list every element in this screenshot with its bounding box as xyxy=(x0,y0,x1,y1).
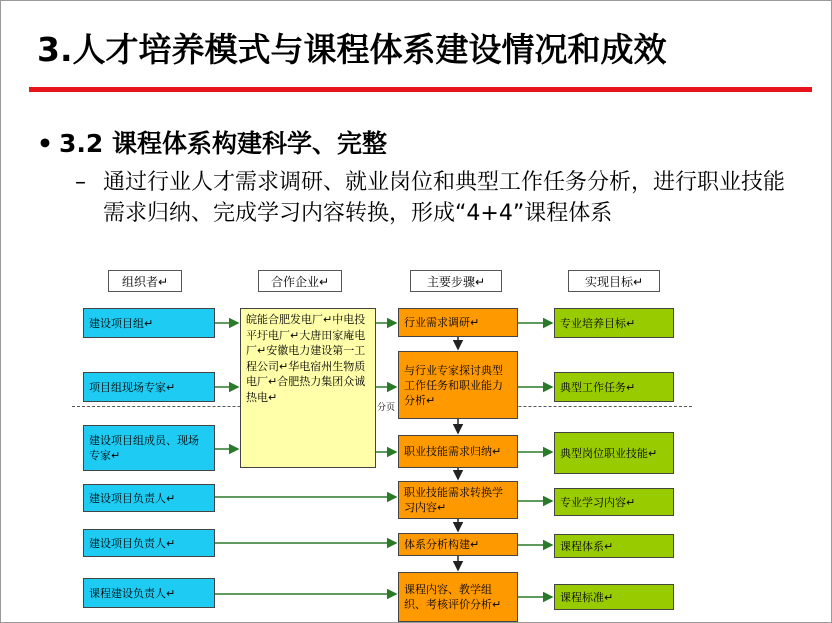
sub-bullet-dash: – xyxy=(75,170,86,195)
step-box xyxy=(398,533,518,556)
organizer-box xyxy=(83,308,215,338)
column-header-steps: 主要步骤↵ xyxy=(410,270,502,292)
goal-box xyxy=(554,372,674,402)
step-label: 职业技能需求转换学习内容↵ xyxy=(404,486,503,514)
organizer-box xyxy=(83,578,215,608)
bullet-dot: • xyxy=(37,129,53,158)
title-underline xyxy=(29,87,812,92)
goal-label: 课程体系↵ xyxy=(560,539,614,553)
step-box xyxy=(398,481,518,519)
step-box xyxy=(398,435,518,468)
column-header-goals: 实现目标↵ xyxy=(568,270,660,292)
column-header-organizer: 组织者↵ xyxy=(108,270,182,292)
step-box xyxy=(398,351,518,419)
goal-label: 典型岗位职业技能↵ xyxy=(560,446,658,460)
step-box xyxy=(398,308,518,337)
goal-label: 典型工作任务↵ xyxy=(560,380,636,394)
goal-box xyxy=(554,488,674,516)
organizer-label: 建设项目组↵ xyxy=(89,316,154,330)
step-label: 体系分析构建↵ xyxy=(404,538,480,551)
partner-enterprises-box xyxy=(240,308,376,468)
step-box xyxy=(398,572,518,622)
curriculum-flow-diagram xyxy=(72,264,692,623)
bullet-heading xyxy=(37,124,387,160)
bullet-heading-text: 3.2 课程体系构建科学、完整 xyxy=(59,129,387,158)
step-label: 职业技能需求归纳↵ xyxy=(404,445,502,458)
partner-enterprises-list: 皖能合肥发电厂↵中电投平圩电厂↵大唐田家庵电厂↵安徽电力建设第一工程公司↵华电宿州生物质电厂↵合肥热力集团众诚热电↵ xyxy=(246,313,366,404)
goal-label: 专业培养目标↵ xyxy=(560,316,636,330)
column-header-partner: 合作企业↵ xyxy=(258,270,342,292)
page-break-label: 分页 xyxy=(376,400,396,413)
goal-box xyxy=(554,534,674,558)
step-label: 与行业专家探讨典型工作任务和职业能力分析↵ xyxy=(404,363,503,407)
organizer-box xyxy=(83,484,215,512)
organizer-box xyxy=(83,529,215,557)
step-label: 行业需求调研↵ xyxy=(404,316,480,329)
organizer-box xyxy=(83,372,215,402)
goal-box xyxy=(554,584,674,610)
organizer-label: 建设项目负责人↵ xyxy=(89,491,176,505)
slide-title: 3.人才培养模式与课程体系建设情况和成效 xyxy=(37,30,667,69)
organizer-label: 建设项目负责人↵ xyxy=(89,536,176,550)
goal-box xyxy=(554,308,674,338)
organizer-label: 课程建设负责人↵ xyxy=(89,586,176,600)
organizer-box xyxy=(83,425,215,471)
goal-label: 课程标准↵ xyxy=(560,590,614,604)
organizer-label: 建设项目组成员、现场专家↵ xyxy=(89,434,199,462)
goal-label: 专业学习内容↵ xyxy=(560,495,636,509)
sub-bullet-text: 通过行业人才需求调研、就业岗位和典型工作任务分析，进行职业技能需求归纳、完成学习内容转换，形成“4+4”课程体系 xyxy=(103,170,786,226)
step-label: 课程内容、教学组织、考核评价分析↵ xyxy=(404,583,502,611)
organizer-label: 项目组现场专家↵ xyxy=(89,380,176,394)
goal-box xyxy=(554,432,674,474)
